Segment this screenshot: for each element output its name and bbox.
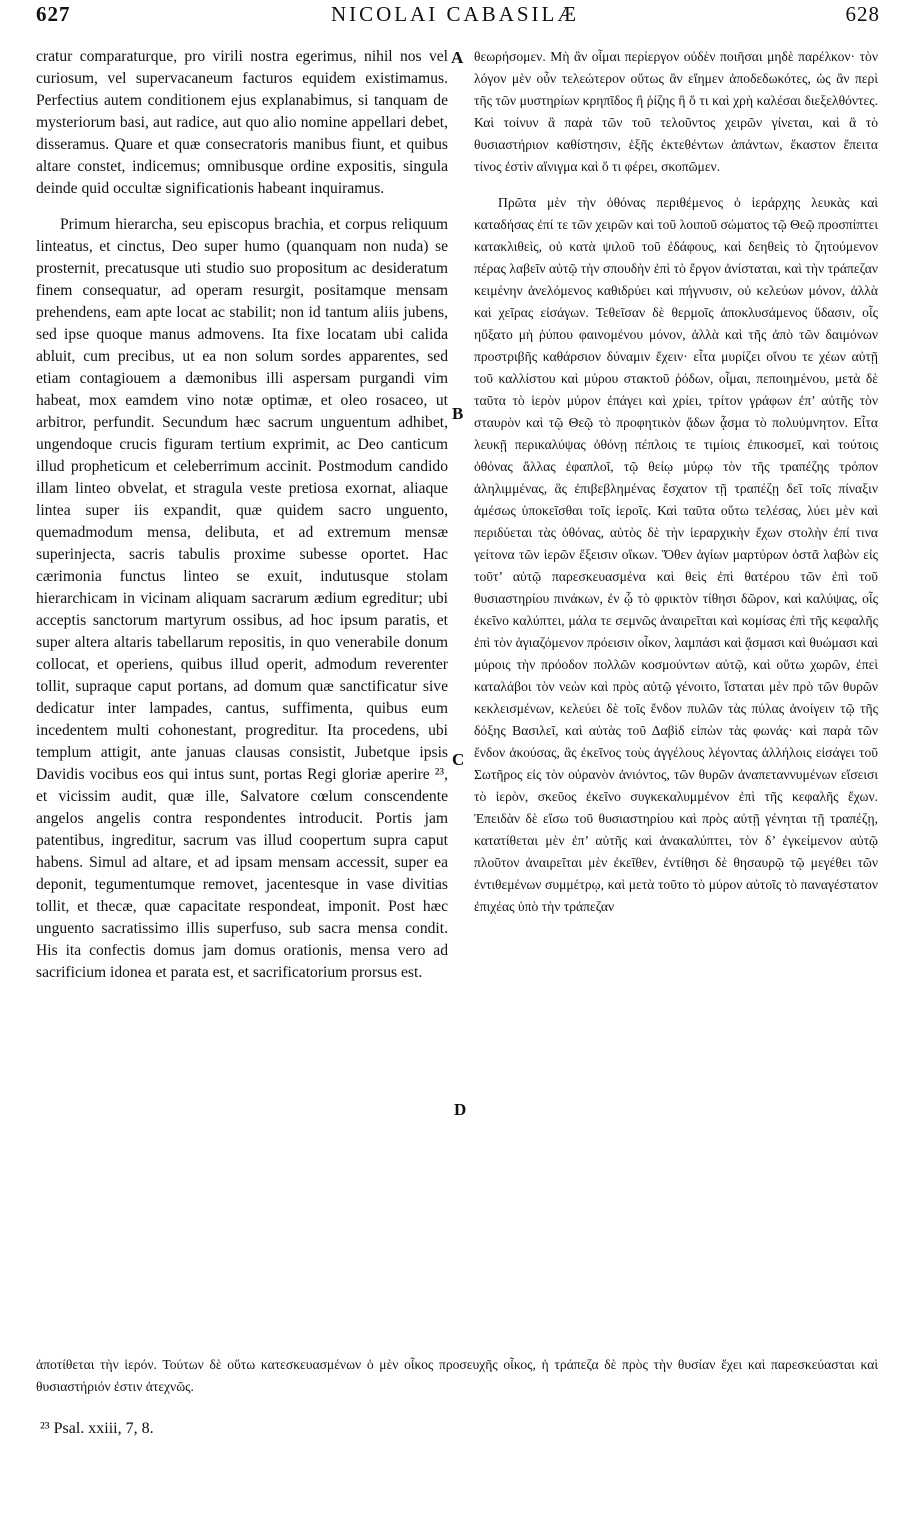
greek-column	[474, 46, 878, 918]
latin-paragraph-1: cratur comparaturque, pro virili nostra egerimus, nihil nos vel curiosum, vel supervacaneum facturos equidem existimamus. Perfectius autem conditionem ejus explanabimus, si tanquam de mysteriorum basi, aut radice, aut quo alio nomine appellari debet, disseramus. Quare et quæ consecratoris manibus fiunt, et quibus altare constet, indicemus; omnibusque ordine expositis, singula deinde quid occultæ significationis habeant inquiramus.	[36, 48, 448, 197]
running-title: NICOLAI CABASILÆ	[330, 2, 580, 26]
margin-letter-d: D	[454, 1100, 467, 1119]
greek-paragraph-2: Πρῶτα μὲν τὴν ὀθόνας περιθέμενος ὁ ἱεράρχης λευκὰς καὶ καταδήσας ἐπί τε τῶν χειρῶν καὶ τοῦ λοιποῦ σώματος τῷ Θεῷ προσπίπτει κατακλιθεὶς, οὐ κατὰ ψιλοῦ τοῦ ἐδάφους, καὶ δεηθεὶς τὸ ζητούμενον πέρας λαβεῖν αὐτῷ τὴν σπουδὴν ἐπὶ τὸ ἔργον ἀνίσταται, καὶ τὴν τράπεζαν κειμένην ἀνελόμενος καθιδρύει καὶ πήγνυσιν, οὐ κελεύων μόνον, ἀλλὰ καὶ χεῖρας εἰσάγων. Τεθεῖσαν δὲ θερμοῖς ἀποκλυσάμενος ὕδασιν, οἷς ηὔξατο μὴ ῥύπου φαινομένου μόνον, ἀλλὰ καὶ τῆς ἀπὸ τῶν δαιμόνων προστριβῆς καθάρσιον δύναμιν ἔχειν· εἶτα μυρίζει οἴνου τε χέων αὐτῇ τοῦ καλλίστου καὶ μύρου στακτοῦ ῥόδων, οἶμαι, πεποιημένου, μετὰ δὲ ταῦτα τὸ ἱερὸν μύρον ἐπάγει καὶ χρίει, τρίτον γράφων ἐπ’ αὐτῆς τὸν σταυρὸν καὶ τῷ Θεῷ τὸ προφητικὸν ᾄδων ᾆσμα τὸ πολυύμνητον. Εἶτα λευκῇ περικαλύψας ὀθόνῃ πέπλοις τε τιμίοις ἐπικοσμεῖ, καὶ τούτοις ὀθόνας ἄλλας ἐφαπλοῖ, τῷ θείῳ μύρῳ τὸν τῆς τραπέζης τρόπον ἀληλιμμένας, ἃς ἐπιβεβλημένας ἔσχατον τῇ τραπέζῃ δεῖ τοῖς πίναξιν ἀμέσως ὑποκεῖσθαι τοῖς ἱεροῖς. Καὶ ταῦτα οὕτω τελέσας, λύει μὲν καὶ περιδύεται τὰς ὀθόνας, αὐτὸς δὲ τὴν ἱεραρχικὴν ἔχων στολὴν ἐπί τινα γείτονα τῶν ἱερῶν ἔξεισιν οἴκων. Ὅθεν ἁγίων μαρτύρων ὀστᾶ λαβὼν εἰς τοῦτ’ αὐτῷ παρεσκευασμένα καὶ θεὶς ἐπὶ θατέρου τῶν ἐπὶ τοῦ θυσιαστηρίου πινάκων, ἐν ᾧ τὸ φρικτὸν τίθησι δῶρον, καὶ καλύψας, οἷς ἐκεῖνο καλύπτει, μάλα τε σεμνῶς ἀναιρεῖται καὶ κομίσας ἐπὶ τῆς κεφαλῆς ἐπὶ τὸν ἁγιαζόμενον πρόεισιν οἶκον, λαμπάσι καὶ ᾄσμασι καὶ θυώμασι καὶ μύροις τὴν πρόοδον πολλῶν κοσμούντων αὐτῷ, καὶ οὕτω χωρῶν, ἐπεὶ καταλάβοι τὸν νεὼν καὶ πρὸς αὐτῷ γένοιτο, ἵσταται μὲν πρὸ τῶν θυρῶν κεκλεισμένων, κελεύει δὲ τοῖς ἔνδον πυλῶν τὰς πύλας ἀνοίγειν τῷ τῆς δόξης Βασιλεῖ, καὶ αὐτὰς τοῦ Δαβὶδ εἰπὼν τὰς φωνάς· καὶ παρὰ τῶν ἔνδον ἀκούσας, ἃς ἐκεῖνος τοὺς ἀγγέλους λέγοντας ἀλλήλοις εἰσάγει τοῦ Σωτῆρος εἰς τὸν οὐρανὸν ἀνιόντος, τῶν θυρῶν ἀναπεταννυμένων εἴσεισι τὸ ἱερὸν, σκεῦος ἐκεῖνο συγκεκαλυμμένον ἐπὶ τῆς κεφαλῆς ἔχων. Ἐπειδὰν δὲ εἴσω τοῦ θυσιαστηρίου καὶ πρὸς αὐτῇ γένηται τῇ τραπέζῃ, κατατίθεται μὲν ἐπ’ αὐτῆς καὶ ἀνακαλύπτει, τὸν δ’ ἐγκείμενον αὐτῷ πλοῦτον ἀναιρεῖται μὲν ἐκεῖθεν, ἐντίθησι δὲ θησαυρῷ τῷ μεγέθει τῶν ἐντιθεμένων συμμέτρῳ, καὶ μετὰ τοῦτο τὸ μύρον αὐτοῖς τὸ παναγέστατον ἐπιχέας ὑπὸ τὴν τράπεζαν	[474, 195, 878, 914]
full-width-greek-conclusion: ἀποτίθεται τὴν ἱερόν. Τούτων δὲ οὕτω κατεσκευασμένων ὁ μὲν οἶκος προσευχῆς οἶκος, ἡ τράπεζα δὲ πρὸς τὴν θυσίαν ἔχει καὶ παρεσκεύασται καὶ θυσιαστήριόν ἐστιν ἀτεχνῶς.	[36, 1357, 878, 1394]
footnote: ²³ Psal. xxiii, 7, 8.	[40, 1420, 154, 1437]
latin-column	[36, 46, 448, 984]
margin-letter-a: A	[451, 48, 464, 67]
margin-letter-c: C	[452, 750, 465, 769]
greek-paragraph-1: θεωρήσομεν. Μὴ ἂν οἶμαι περίεργον οὐδὲν ποιῆσαι μηδὲ παρέλκον· τὸν λόγον μὲν οὖν τελεώτερον οὕτως ἂν εἴημεν ἀποδεδωκότες, ὡς ἂν περὶ τῆς τῶν μυστηρίων κρηπῖδος ἢ ῥίζης ἢ ὅ τι καὶ χρὴ καλέσαι διεξελθόντες. Καὶ τοίνυν ἃ παρὰ τῶν τοῦ τελοῦντος χειρῶν γίνεται, καὶ ἃ τὸ θυσιαστήριον καθίστησιν, ἑξῆς ἐκτεθέντων ἁπάντων, ἕκαστον ἔπειτα τίνος ἐστὶν αἴνιγμα καὶ ὅ τι φέρει, σκοπῶμεν.	[474, 49, 878, 174]
page-number-right: 628	[845, 2, 880, 26]
page-number-left: 627	[36, 2, 71, 26]
latin-paragraph-2: Primum hierarcha, seu episcopus brachia, et corpus reliquum linteatus, et cinctus, Deo super humo (quanquam non nuda) se prosternit, precatusque uti studio suo propositum ac desideratum finem consequatur, ad operam resurgit, positamque mensam prehendens, eam apte locat ac stabilit; non id tantum aliis jubens, sed ipse quoque manus admovens. Ita fixe locatam ubi calida abluit, cum precibus, ut ea non solum sordes apparentes, sed etiam contagiouem a dæmonibus illi aspersam purgandi vim habeat, mox eamdem vino notæ optimæ, et oleo rosaceo, ut arbitror, perfundit. Secundum hæc sacrum unguentum adhibet, ungendoque crucis figuram tertium exprimit, ac Deo canticum illud propheticum et celeberrimum accinit. Postmodum candido illam linteo obvelat, et stragula veste pretiosa exornat, aliaque lintea super iis expandit, quæ quidem sacro unguento, quemadmodum mensa, delibuta, et ad extremum mensæ superinjecta, sacris tabulis proxime subesse oportet. Hac cærimonia functus linteo se exuit, indutusque stolam hierarchicam in vicinam aliquam sacrarum ædium egreditur; ubi acceptis sanctorum martyrum ossibus, ad hoc ipsum paratis, et super altera altaris tabellarum repositis, in quo venerabile donum collocat, et operiens, quibus illud operit, admodum reverenter tollit, supraque caput portans, ad domum quæ sanctificatur sive dedicatur inter lampades, cantus, suffimenta, quibus eum incedentem multi cohonestant, progreditur. Ita procedens, ubi templum attigit, ante januas clausas consistit, Jubetque ipsis Davidis vocibus eos qui intus sunt, portas Regi gloriæ aperire ²³, et vicissim audit, quæ ille, Salvatore cœlum conscendente angelos angelis contra respondentes introducit. Portis jam patentibus, ingreditur, sacrum vas illud coopertum supra caput habens. Simul ad altare, et ad ipsam mensam accessit, super ea deponit, tegumentumque removet, jacentesque in vase divitias tollit, et thecæ, quæ capacitate respondeat, imponit. Post hæc unguento sacratissimo illis superfuso, sub sacra mensa condit. His ita confectis domus jam domus orationis, mensa vero ad sacrificium idonea et parata est, et sacrificatorium prorsus est.	[36, 216, 448, 981]
margin-letter-b: B	[452, 404, 464, 423]
page-header	[30, 2, 880, 34]
